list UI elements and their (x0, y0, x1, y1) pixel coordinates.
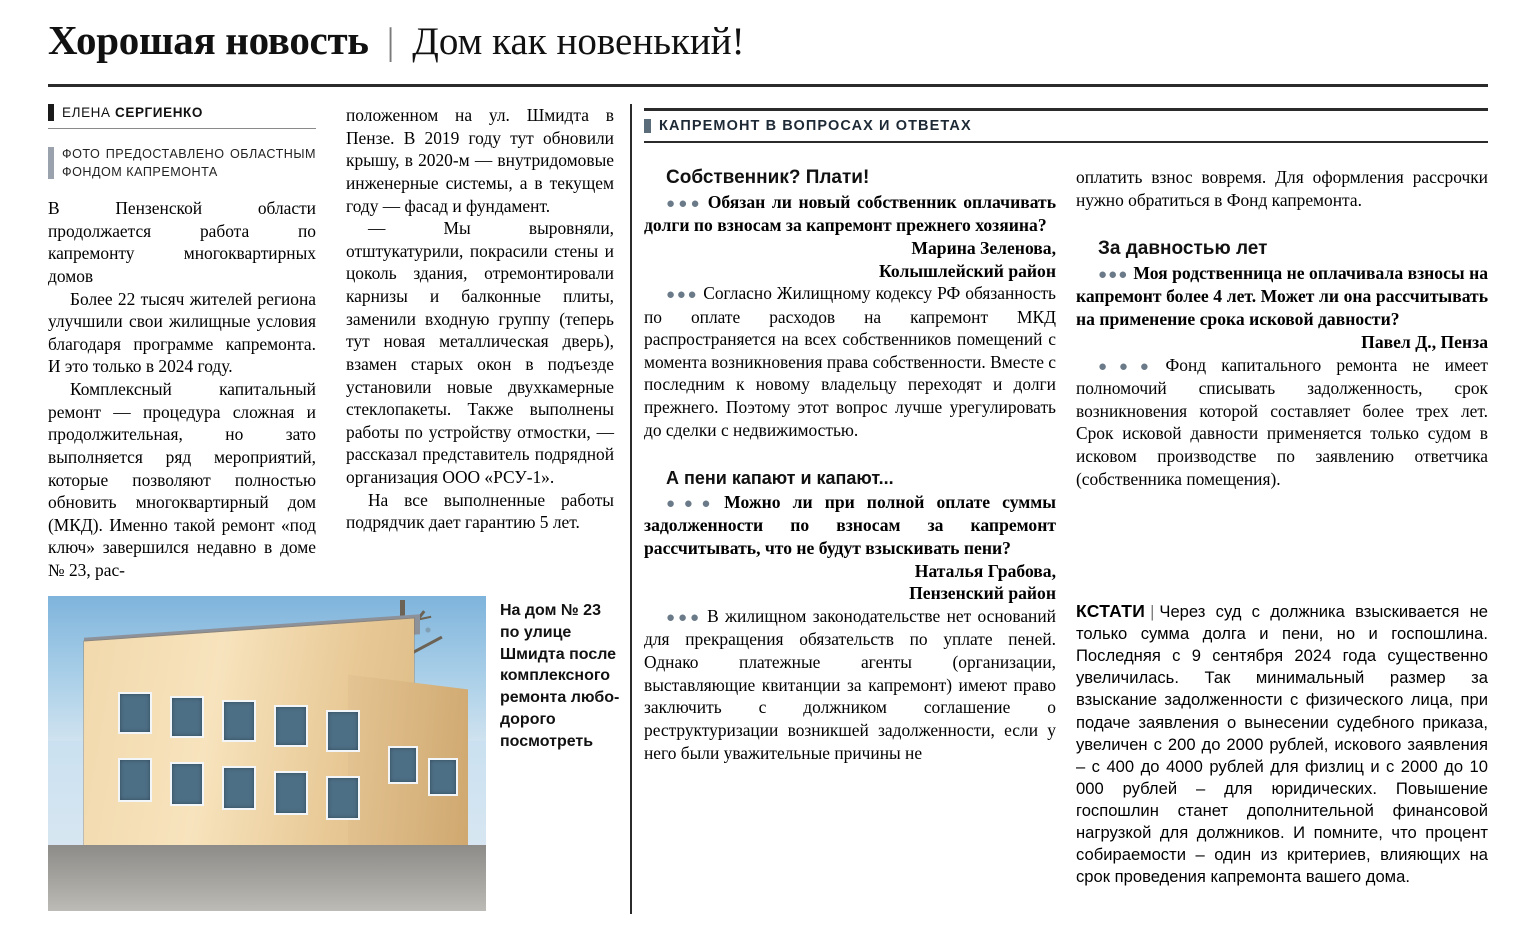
qa-asker-1-name: Марина Зеленова, (911, 238, 1056, 259)
author-first-name: ЕЛЕНА (62, 105, 111, 120)
column-three (644, 166, 1056, 764)
section-header-text: КАПРЕМОНТ В ВОПРОСАХ И ОТВЕТАХ (659, 118, 972, 134)
qa-heading-2: А пени капают и капают... (666, 468, 894, 489)
section-rule-bottom (644, 141, 1488, 143)
qa-asker-1-place: Колышлейский район (879, 260, 1056, 281)
bullet-dots-icon (1098, 359, 1161, 375)
kstati-block (1076, 600, 1488, 888)
qa-answer-2-continued: оплатить взнос вовремя. Для оформления рассрочки нужно обратиться в Фонд капремонта. (1076, 167, 1488, 210)
photo-ground (48, 845, 486, 911)
kstati-text: Через суд с должника взыскивается не только сумма долга и пени, но и госпошлина. Последняя с 9 сентября 2024 года существенно увеличилась. Так минимальный размер за взыскание задолженности с физического лица, при подаче заявления о вынесении судебного приказа, увеличен с 200 до 2000 рублей, искового заявления – с 400 до 4000 рублей для физлиц и с 2000 до 10 000 рублей – для юридических. Повышение госпошлин станет дополнительной финансовой нагрузкой для должников. И помните, что процент собираемости – один из критериев, влияющих на срок проведения капремонта вашего дома. (1076, 602, 1488, 886)
col1-paragraph-2: Более 22 тысяч жителей региона улучшили свои жилищные условия благодаря программе капремонта. И это только в 2024 году. (48, 288, 316, 377)
masthead (48, 16, 1488, 64)
masthead-title: Хорошая новость (48, 17, 369, 63)
kstati-separator: | (1150, 602, 1155, 621)
photo-credit-text: ФОТО ПРЕДОСТАВЛЕНО ОБЛАСТНЫМ ФОНДОМ КАПРЕМОНТА (62, 146, 316, 179)
section-marker-icon (644, 119, 651, 133)
masthead-subtitle: Дом как новенький! (412, 20, 745, 63)
bullet-dots-icon (666, 496, 719, 512)
qa-question-1 (644, 191, 1056, 237)
column-four (1076, 166, 1488, 490)
column-divider (630, 104, 632, 914)
qa-asker-2-place: Пензенский район (909, 583, 1056, 604)
qa-question-3 (1076, 262, 1488, 331)
col2-paragraph-1: положенном на ул. Шмидта в Пензе. В 2019 году тут обновили крышу, в 2020-м — внутридомовые инженерные системы, а в текущем году — фасад и фундамент. (346, 105, 614, 216)
byline-text (62, 104, 203, 122)
byline-rule (48, 128, 316, 129)
photo-credit (48, 145, 316, 182)
qa-question-1-text: Обязан ли новый собственник оплачивать долги по взносам за капремонт прежнего хозяина? (644, 191, 1056, 236)
col1-paragraph-1: В Пензенской области продолжается работа по капремонту многоквартирных домов (48, 198, 316, 286)
masthead-rule (48, 84, 1488, 87)
qa-answer-2-text: В жилищном законодательстве нет оснований для прекращения обязательств по уплате пеней. Однако платежные агенты (организации, выставляющие квитанции за капремонт) имеют право заключить с должником соглашение о реструктуризации возникшей задолженности, если у него были уважительные причины не (644, 605, 1056, 763)
qa-answer-3 (1076, 354, 1488, 491)
qa-question-2 (644, 491, 1056, 560)
photo-caption: На дом № 23 по улице Шмидта после комплексного ремонта любо-дорого посмотреть (500, 602, 620, 750)
bullet-dots-icon (1098, 267, 1128, 283)
col2-paragraph-3: На все выполненные работы подрядчик дает гарантию 5 лет. (346, 489, 614, 533)
qa-section-header (644, 108, 1488, 143)
qa-answer-2 (644, 605, 1056, 764)
kstati-label: КСТАТИ (1076, 601, 1146, 621)
bullet-dots-icon (666, 610, 702, 626)
qa-heading-1: Собственник? Плати! (666, 167, 870, 188)
bullet-dots-icon (666, 196, 703, 212)
qa-answer-1-text: Согласно Жилищному кодексу РФ обязанность по оплате расходов на капремонт МКД распространяется на всех собственников помещений с момента возникновения права собственности. Вместе с последним к новому владельцу переходят и долги прежнего. Поэтому этот вопрос лучше урегулировать до сделки с недвижимостью. (644, 283, 1056, 440)
byline-bar (48, 104, 54, 121)
col1-paragraph-3: Комплексный капитальный ремонт — процедура сложная и продолжительная, но зато выполняется ряд мероприятий, которые позволяют полностью обновить многоквартирный дом (МКД). Именно такой ремонт «под ключ» завершился недавно в доме № 23, рас- (48, 379, 316, 581)
column-one (48, 104, 316, 582)
qa-answer-3-text: Фонд капитального ремонта не имеет полномочий списывать задолженность, срок возникновения которой составляет более трех лет. Срок исковой давности применяется только судом в исковом производстве по заявлению ответчика (собственника помещения). (1076, 354, 1488, 489)
column-two (346, 104, 614, 534)
author-last-name: СЕРГИЕНКО (114, 105, 203, 120)
article-photo (48, 596, 486, 911)
col2-paragraph-2: — Мы выровняли, отштукатурили, покрасили стены и цоколь здания, отремонтировали карнизы и балконные плиты, заменили входную группу (теперь тут новая металлическая дверь), взамен старых окон в подъезде установили новые двухкамерные стеклопакеты. Также выполнены работы по устройству отмостки, — рассказал представитель подрядной организация ООО «РСУ-1». (346, 218, 614, 487)
qa-asker-2-name: Наталья Грабова, (914, 560, 1056, 581)
qa-question-2-text: Можно ли при полной оплате суммы задолженности по взносам за капремонт рассчитывать, что не будут взыскивать пени? (644, 491, 1056, 559)
qa-heading-3: За давностью лет (1098, 238, 1268, 260)
photo-credit-bar (48, 147, 54, 179)
qa-asker-3-name: Павел Д., Пенза (1361, 332, 1488, 353)
qa-answer-1 (644, 282, 1056, 441)
bullet-dots-icon (666, 287, 698, 303)
byline (48, 104, 316, 122)
qa-question-3-text: Моя родственница не оплачивала взносы на капремонт более 4 лет. Может ли она рассчитывать на применение срока исковой давности? (1076, 262, 1488, 330)
masthead-separator: | (386, 21, 395, 63)
